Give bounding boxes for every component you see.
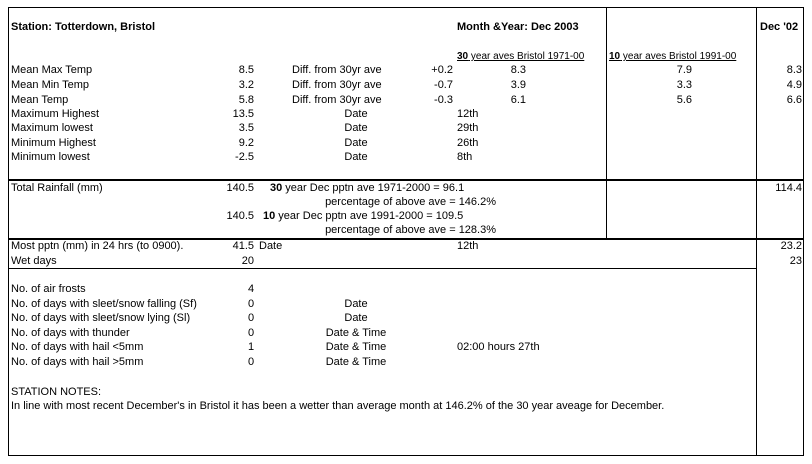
- pptn-value: 41.5: [232, 240, 254, 252]
- extreme-label: Minimum lowest: [11, 151, 90, 163]
- station-notes-text: In line with most recent December's in Bristol it has been a wetter than average month at 146.2% of the 30 year aveage for December.: [11, 400, 665, 412]
- count-value: 1: [248, 341, 255, 353]
- temp-ave10: 7.9: [676, 64, 692, 76]
- column-divider-10yr: [606, 7, 607, 240]
- rainfall-value-2: 140.5: [226, 210, 254, 222]
- extreme-date-label: Date: [344, 108, 368, 120]
- rainfall-10yr-text: year Dec pptn ave 1991-2000 = 109.5: [275, 210, 464, 222]
- count-value: 0: [248, 312, 255, 324]
- rainfall-prev: 114.4: [775, 182, 802, 194]
- extreme-value: 9.2: [238, 137, 254, 149]
- extreme-date-label: Date: [344, 122, 368, 134]
- extreme-value: 3.5: [238, 122, 254, 134]
- count-extra: 02:00 hours 27th: [457, 341, 540, 353]
- temp-ave30: 8.3: [510, 64, 526, 76]
- wet-days-value: 20: [241, 255, 254, 267]
- column-divider-prev: [756, 7, 757, 456]
- temp-label: Mean Temp: [11, 94, 69, 106]
- extreme-label: Maximum lowest: [11, 122, 93, 134]
- count-label: No. of days with hail <5mm: [11, 341, 144, 353]
- extreme-date: 26th: [457, 137, 479, 149]
- temp-ave30: 6.1: [510, 94, 526, 106]
- station-notes-title: STATION NOTES:: [11, 386, 102, 398]
- count-value: 0: [248, 356, 255, 368]
- count-label: No. of air frosts: [11, 283, 86, 295]
- temp-diff: +0.2: [431, 64, 453, 76]
- rainfall-30yr-number: 30: [270, 182, 283, 194]
- aves-30yr-number: 30: [457, 51, 469, 62]
- aves-10yr-number: 10: [609, 51, 621, 62]
- extreme-date-label: Date: [344, 137, 368, 149]
- rainfall-label: Total Rainfall (mm): [11, 182, 103, 194]
- divider-rainfall-top: [8, 179, 804, 181]
- pptn-date: 12th: [457, 240, 479, 252]
- count-extra-label: Date & Time: [325, 327, 387, 339]
- count-extra-label: Date & Time: [325, 341, 387, 353]
- temp-diff: -0.3: [434, 94, 453, 106]
- aves-10yr-text: year aves Bristol 1991-00: [620, 51, 737, 62]
- count-label: No. of days with sleet/snow falling (Sf): [11, 298, 197, 310]
- temp-value: 5.8: [238, 94, 254, 106]
- count-extra-label: Date: [344, 298, 368, 310]
- extreme-value: 13.5: [232, 108, 254, 120]
- pptn-label: Most pptn (mm) in 24 hrs (to 0900).: [11, 240, 184, 252]
- rainfall-pct-30yr: percentage of above ave = 146.2%: [325, 196, 496, 208]
- rainfall-30yr-ave: [270, 182, 464, 195]
- extreme-date-label: Date: [344, 151, 368, 163]
- month-year: Month &Year: Dec 2003: [457, 21, 579, 33]
- temp-prev: 6.6: [786, 94, 802, 106]
- station-name: Station: Totterdown, Bristol: [11, 21, 156, 33]
- wet-days-prev: 23: [789, 255, 802, 267]
- rainfall-value: 140.5: [226, 182, 254, 194]
- extreme-value: -2.5: [235, 151, 254, 163]
- temp-ave10: 3.3: [676, 79, 692, 91]
- temp-ave10: 5.6: [676, 94, 692, 106]
- prev-year-header: Dec '02: [760, 21, 799, 33]
- extreme-date: 12th: [457, 108, 479, 120]
- aves-10yr-header: [609, 50, 736, 63]
- temp-prev: 4.9: [786, 79, 802, 91]
- count-extra-label: Date: [344, 312, 368, 324]
- temp-diff-label: Diff. from 30yr ave: [292, 64, 382, 76]
- aves-30yr-text: year aves Bristol 1971-00: [468, 51, 585, 62]
- rainfall-10yr-ave: [263, 210, 463, 223]
- temp-prev: 8.3: [786, 64, 802, 76]
- extreme-date: 29th: [457, 122, 479, 134]
- pptn-date-label: Date: [259, 240, 283, 252]
- temp-ave30: 3.9: [510, 79, 526, 91]
- count-extra-label: Date & Time: [325, 356, 387, 368]
- wet-days-label: Wet days: [11, 255, 57, 267]
- rainfall-30yr-text: year Dec pptn ave 1971-2000 = 96.1: [282, 182, 465, 194]
- temp-diff-label: Diff. from 30yr ave: [292, 79, 382, 91]
- temp-diff-label: Diff. from 30yr ave: [292, 94, 382, 106]
- count-value: 0: [248, 327, 255, 339]
- rainfall-10yr-number: 10: [263, 210, 276, 222]
- temp-diff: -0.7: [434, 79, 453, 91]
- temp-label: Mean Min Temp: [11, 79, 90, 91]
- count-label: No. of days with hail >5mm: [11, 356, 144, 368]
- count-value: 4: [248, 283, 255, 295]
- rainfall-pct-10yr: percentage of above ave = 128.3%: [325, 224, 496, 236]
- extreme-label: Maximum Highest: [11, 108, 100, 120]
- count-value: 0: [248, 298, 255, 310]
- temp-label: Mean Max Temp: [11, 64, 93, 76]
- count-label: No. of days with sleet/snow lying (Sl): [11, 312, 191, 324]
- extreme-date: 8th: [457, 151, 473, 163]
- divider-counts-top: [8, 268, 757, 269]
- temp-value: 8.5: [238, 64, 254, 76]
- temp-value: 3.2: [238, 79, 254, 91]
- count-label: No. of days with thunder: [11, 327, 130, 339]
- aves-30yr-header: [457, 50, 584, 63]
- pptn-prev: 23.2: [780, 240, 802, 252]
- extreme-label: Minimum Highest: [11, 137, 96, 149]
